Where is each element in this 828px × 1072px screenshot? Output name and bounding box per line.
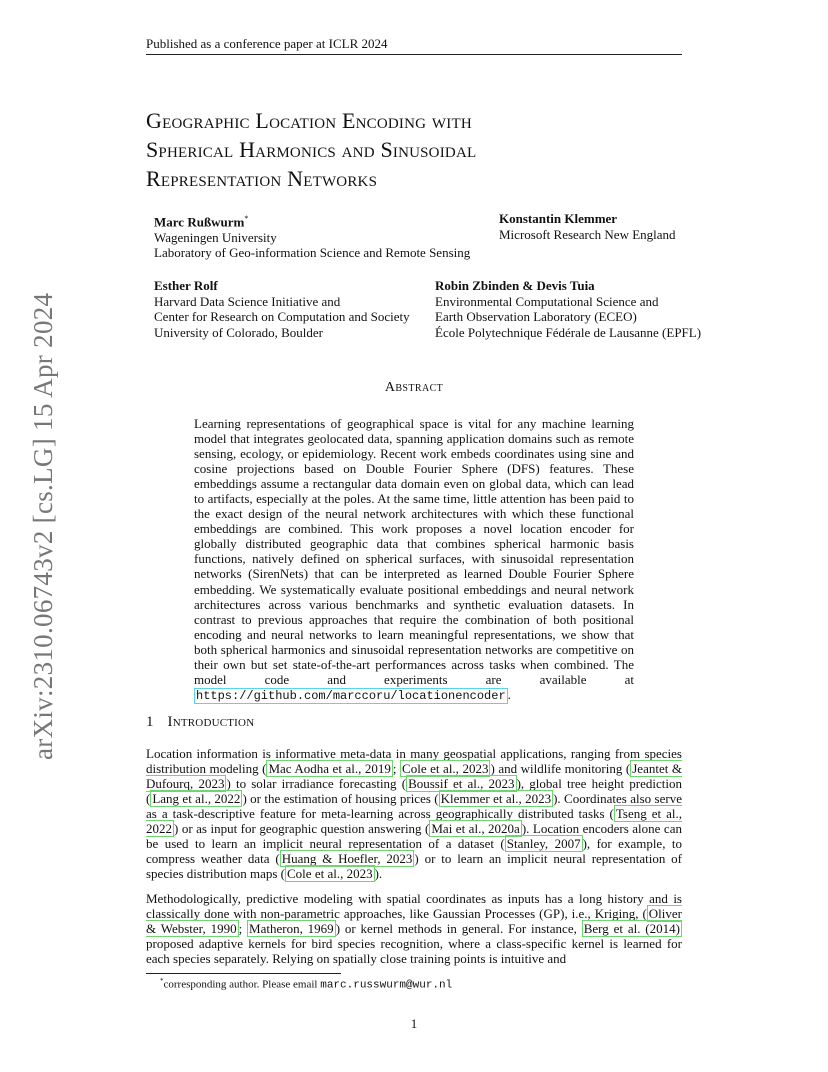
paragraph-text [146,891,682,966]
paragraph-run: ). Coordinates also serve as a task-descriptive feature for meta-learning across geographically distributed tasks ( [146,791,682,822]
author-affiliation: Earth Observation Laboratory (ECEO) [435,309,637,324]
abstract-heading: Abstract [384,380,444,395]
author-block-russwurm [154,211,470,261]
title-line-3: Representation Networks [146,166,378,191]
author-affiliation: Wageningen University [154,229,277,245]
abstract-body [194,416,634,704]
paragraph-run: ), for example, to compress weather data ( [146,836,682,867]
citation-link[interactable]: Lang et al., 2022 [152,791,241,807]
paragraph-run: proposed adaptive kernels for bird species recognition, where a class-specific kernel is learned for each species separately. Relying on spatially close training points is intuitive and [146,936,682,967]
intro-paragraph-1 [146,746,682,881]
footnote-rule [146,973,341,974]
author-affiliation: École Polytechnique Fédérale de Lausanne (EPFL) [435,324,702,340]
running-header: Published as a conference paper at ICLR 2024 [146,36,388,51]
paragraph-run: ) and wildlife monitoring ( [490,761,631,777]
paragraph-text [146,746,682,881]
citation-link[interactable]: Oliver & Webster, 1990 [146,906,682,937]
citation-link[interactable]: Stanley, 2007 [506,836,581,852]
author-affiliation: Center for Research on Computation and Society [154,309,410,324]
section-title: Introduction [167,714,255,730]
author-footnote-mark[interactable]: * [244,214,249,223]
citation-link[interactable]: Boussif et al., 2023 [408,776,515,792]
citation-link[interactable]: Cole et al., 2023 [402,761,489,777]
arxiv-sidebar [8,285,58,760]
header-rule [146,54,682,55]
section-number: 1 [146,714,154,730]
author-affiliation: Microsoft Research New England [499,226,676,242]
footnote-mark: * [160,977,164,985]
author-affiliation: Environmental Computational Science and [435,293,659,309]
citation-link[interactable]: Berg et al. (2014) [583,921,680,937]
citation-link[interactable]: Tseng et al., 2022 [146,806,682,837]
author-name: Konstantin Klemmer [499,211,618,226]
citation-link[interactable]: Klemmer et al., 2023 [440,791,552,807]
author-name: Esther Rolf [154,278,218,293]
citation-link[interactable]: Mai et al., 2020a [431,821,520,837]
paragraph-run: Location information is informative meta-data in many geospatial applications, ranging from species distribution modeling ( [146,746,682,777]
citation-link[interactable]: Cole et al., 2023 [287,866,373,882]
paragraph-run: ) or as input for geographic question answering ( [174,821,430,837]
footnote [160,977,452,992]
paper-title [146,106,706,193]
paragraph-run: ) or to learn an implicit neural representation of species distribution maps ( [146,851,682,882]
author-affiliation: Laboratory of Geo-information Science and Remote Sensing [154,245,471,261]
paragraph-run: ; [238,921,248,937]
citation-link[interactable]: Jeantet & Dufourq, 2023 [146,761,682,792]
arxiv-identifier[interactable]: arXiv:2310.06743v2 [cs.LG] 15 Apr 2024 [28,292,58,760]
section-heading-introduction [146,714,254,731]
page-number: 1 [410,1016,418,1031]
paragraph-run: ) or the estimation of housing prices ( [242,791,439,807]
paragraph-run: ; [392,761,401,777]
title-line-2: Spherical Harmonics and Sinusoidal [146,137,477,162]
citation-link[interactable]: Huang & Hoefler, 2023 [281,851,413,867]
author-block-zbinden-tuia [435,278,701,340]
abstract-text: Learning representations of geographical space is vital for any machine learning model that integrates geolocated data, spanning application domains such as remote sensing, ecology, or epidemiology. Recent work embeds coordinates using sine and cosine projections based on Double Fourier Sphere (DFS) features. These embeddings assume a rectangular data domain even on global data, which can lead to artifacts, especially at the poles. At the same time, little attention has been paid to the exact design of the neural network architectures with which these functional embeddings are combined. This work proposes a novel location encoder for globally distributed geographic data that combines spherical harmonic basis functions, natively defined on spherical surfaces, with sinusoidal representation networks (SirenNets) that can be interpreted as learned Double Fourier Sphere embedding. We systematically evaluate positional embeddings and neural network architectures across various benchmarks and synthetic evaluation datasets. In contrast to previous approaches that require the combination of both positional encoding and neural networks to learn meaningful representations, we show that both spherical harmonics and sinusoidal representation networks are competitive on their own but set state-of-the-art performances across tasks when combined. The model code and experiments are available at [194,416,634,687]
author-affiliation: Harvard Data Science Initiative and [154,293,341,309]
citation-link[interactable]: Mac Aodha et al., 2019 [268,761,391,777]
paragraph-run: ). Location encoders alone can be used to learn an implicit neural representation of a dataset ( [146,821,682,852]
paragraph-run: ) or kernel methods in general. For instance, [335,921,582,937]
paragraph-run: ), global tree height prediction ( [146,776,682,807]
code-repository-link[interactable]: https://github.com/marccoru/locationencoder [196,688,506,703]
citation-link[interactable]: Matheron, 1969 [249,921,334,937]
abstract-end: . [507,686,511,702]
title-line-1: Geographic Location Encoding with [146,108,472,133]
author-block-klemmer [499,211,676,242]
author-name: Marc Rußwurm [154,214,245,230]
author-block-rolf [154,278,410,340]
footnote-email[interactable]: marc.russwurm@wur.nl [320,979,453,992]
paragraph-run: ) to solar irradiance forecasting ( [226,776,407,792]
intro-paragraph-2 [146,891,682,966]
author-name: Robin Zbinden & Devis Tuia [435,278,595,293]
paragraph-run: ). [374,866,383,882]
paragraph-run: Methodologically, predictive modeling with spatial coordinates as inputs has a long history and is classically done with non-parametric approaches, like Gaussian Processes (GP), i.e., Kriging, ( [146,891,682,922]
author-affiliation: University of Colorado, Boulder [154,324,323,340]
footnote-text: corresponding author. Please email [163,978,321,991]
